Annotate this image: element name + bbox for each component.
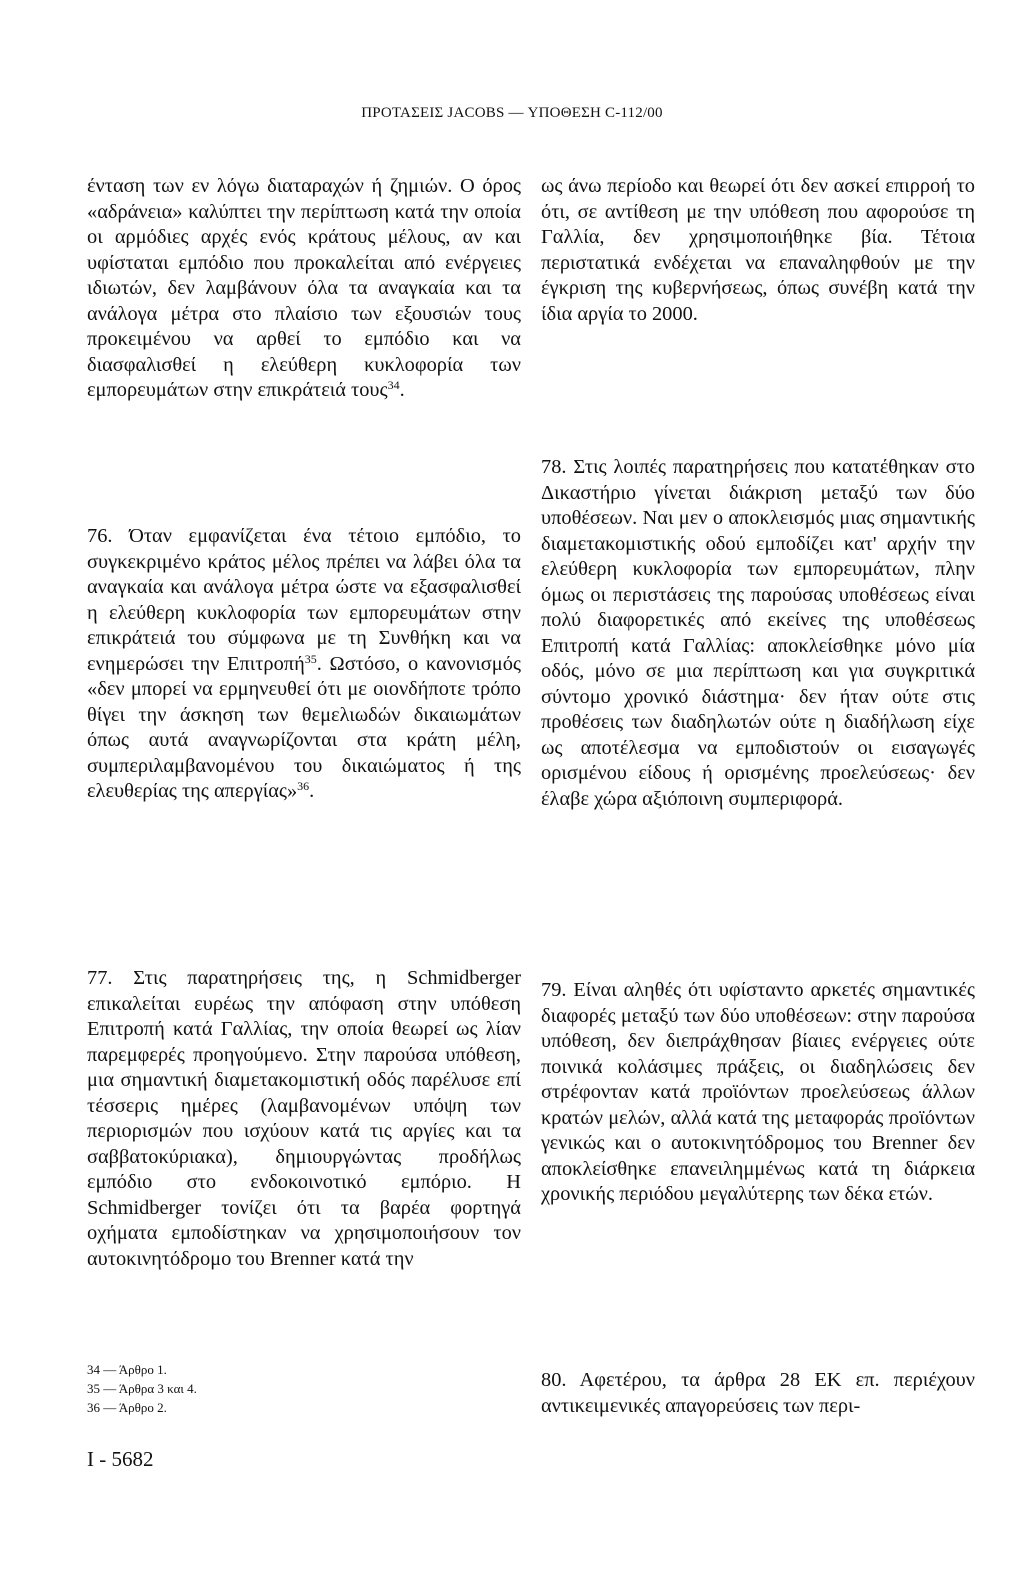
footnotes [87,1360,197,1417]
paragraph-76: 76. Όταν εμφανίζεται ένα τέτοιο εμπόδιο, το συγκεκριμένο κράτος μέλος πρέπει να λάβει όλα τα αναγκαία και ανάλογα μέτρα ώστε να εξασφαλισθεί η ελεύθερη κυκλοφορία των εμπορευμάτων στην επικράτειά του σύμφωνα με τη Συνθήκη και να ενημερώσει την Επιτροπή$^{35}$. Ωστόσο, ο κανονισμός «δεν μπορεί να ερμηνευθεί ότι με οιονδήποτε τρόπο θίγει την άσκηση των θεμελιωδών δικαιωμάτων όπως αυτά αναγνωρίζονται στα κράτη μέλη, συμπεριλαμβανομένου του δικαιώματος ή της ελευθερίας της απεργίας»$^{36}$. [87,525,521,802]
paragraph-77: 77. Στις παρατηρήσεις της, η Schmidberger επικαλείται ευρέως την απόφαση στην υπόθεση Επιτροπή κατά Γαλλίας, την οποία θεωρεί ως λίαν παρεμφερές προηγούμενο. Στην παρούσα υπόθεση, μια σημαντική διαμετακομιστική οδός παρέλυσε επί τέσσερις ημέρες (λαμβανομένων υπόψη των περιορισμών που ισχύουν κατά τις αργίες και τα σαββατοκύριακα), δημιουργώντας προδήλως εμπόδιο στο ενδοκοινοτικό εμπόριο. Η Schmidberger τονίζει ότι τα βαρέα φορτηγά οχήματα εμποδίστηκαν να χρησιμοποιήσουν τον αυτοκινητόδρομο του Brenner κατά την [87,967,521,1270]
page-number: I - 5682 [87,1447,154,1471]
left-para-continuation: ένταση των εν λόγω διαταραχών ή ζημιών. Ο όρος «αδράνεια» καλύπτει την περίπτωση κατά την οποία οι αρμόδιες αρχές ενός κράτους μέλους, αν και υφίσταται εμπόδιο που προκαλείται από ενέργειες ιδιωτών, δεν λαμβάνουν όλα τα αναγκαία και τα ανάλογα μέτρα στο πλαίσιο των εξουσιών τους προκειμένου να αρθεί το εμπόδιο και να διασφαλισθεί η ελεύθερη κυκλοφορία των εμπορευμάτων στην επικράτειά τους$^{34}$. [87,175,521,401]
footnote-ref-34[interactable]: 34 [387,378,400,392]
right-para-continuation: ως άνω περίοδο και θεωρεί ότι δεν ασκεί επιρροή το ότι, σε αντίθεση με την υπόθεση που αφορούσε τη Γαλλία, δεν χρησιμοποιήθηκε βία. Τέτοια περιστατικά ενδέχεται να επαναληφθούν με την έγκριση της κυβερνήσεως, όπως συνέβη κατά την ίδια αργία το 2000. [541,175,975,325]
footnote-36: 36 — Άρθρο 2. [87,1400,167,1415]
paragraph-79: 79. Είναι αληθές ότι υφίσταντο αρκετές σημαντικές διαφορές μεταξύ των δύο υποθέσεων: στην παρούσα υπόθεση, δεν διεπράχθησαν βίαιες ενέργειες ούτε ποινικά κολάσιμες πράξεις, οι διαδηλώσεις δεν στρέφονταν κατά προϊόντων προελεύσεως άλλων κρατών μελών, αλλά κατά της μεταφοράς προϊόντων γενικώς και ο αυτοκινητόδρομος του Brenner δεν αποκλείσθηκε επανειλημμένως κατά τη διάρκεια χρονικής περιόδου μεγαλύτερης των δέκα ετών. [541,979,975,1205]
paragraph-80: 80. Αφετέρου, τα άρθρα 28 ΕΚ επ. περιέχουν αντικειμενικές απαγορεύσεις των περι- [541,1369,975,1417]
footnote-ref-35[interactable]: 35 [304,651,317,666]
running-header: ΠΡΟΤΑΣΕΙΣ JACOBS — ΥΠΟΘΕΣΗ C-112/00 [361,105,663,121]
footnote-35: 35 — Άρθρα 3 και 4. [87,1381,197,1396]
footnote-34: 34 — Άρθρο 1. [87,1362,167,1377]
paragraph-78: 78. Στις λοιπές παρατηρήσεις που κατατέθηκαν στο Δικαστήριο γίνεται διάκριση μεταξύ των δύο υποθέσεων. Ναι μεν ο αποκλεισμός μιας σημαντικής διαμετακομιστικής οδού εμποδίζει κατ' αρχήν την ελεύθερη κυκλοφορία των εμπορευμάτων, πλην όμως οι περιστάσεις της παρούσας υποθέσεως είναι πολύ διαφορετικές από εκείνες της υποθέσεως Επιτροπή κατά Γαλλίας: αποκλείσθηκε μόνο μία οδός, μόνο σε μια περίπτωση και για συγκριτικά σύντομο χρονικό διάστημα· δεν ήταν ούτε στις προθέσεις των διαδηλωτών ούτε η διαδήλωση είχε ως αποτέλεσμα να εμποδιστούν οι εισαγωγές ορισμένου είδους ή ορισμένης προελεύσεως· δεν έλαβε χώρα αξιόποινη συμπεριφορά. [541,456,975,810]
footnote-ref-36[interactable]: 36 [297,779,310,793]
